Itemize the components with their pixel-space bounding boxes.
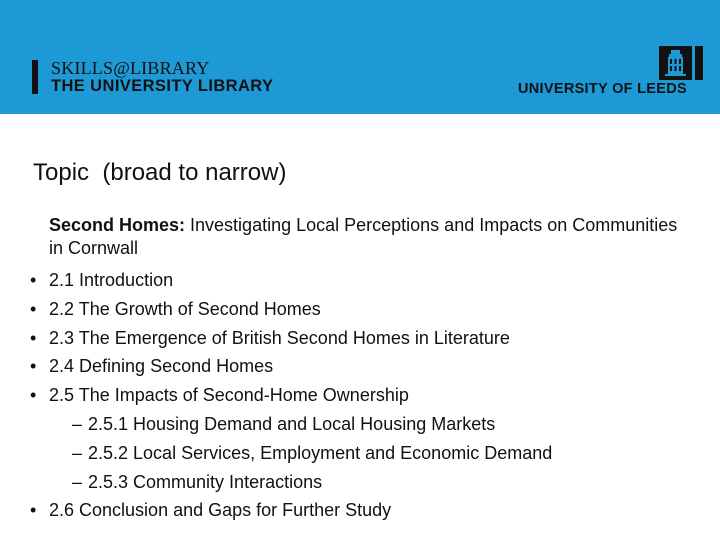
list-item-text: 2.6 Conclusion and Gaps for Further Study [49, 500, 392, 521]
intro-paragraph [30, 214, 690, 260]
university-logo [518, 46, 694, 100]
dash-icon: – [72, 442, 83, 463]
university-crest-icon [659, 46, 709, 80]
sub-list-item [30, 439, 690, 468]
list-item [30, 266, 690, 295]
sub-list-item [30, 410, 690, 439]
bullet-icon: • [30, 500, 37, 521]
list-item [30, 352, 690, 381]
bullet-icon: • [30, 298, 37, 319]
bullet-icon: • [30, 356, 37, 377]
list-item-text: 2.2 The Growth of Second Homes [49, 298, 321, 319]
sub-list-item-text: 2.5.3 Community Interactions [88, 471, 323, 492]
brand-line-2: THE UNIVERSITY LIBRARY [51, 77, 274, 95]
dash-icon: – [72, 471, 83, 492]
bullet-icon: • [30, 385, 37, 406]
intro-bold-text: Second Homes: [49, 215, 186, 235]
header-banner [0, 0, 720, 114]
list-item-text: 2.1 Introduction [49, 270, 174, 290]
sub-list-item-text: 2.5.1 Housing Demand and Local Housing Markets [88, 413, 496, 434]
logo-bar [32, 60, 38, 94]
bullet-icon: • [30, 327, 37, 348]
list-item-text: 2.5 The Impacts of Second-Home Ownership [49, 385, 409, 406]
slide-content [30, 214, 690, 525]
list-item [30, 496, 690, 525]
list-item [30, 295, 690, 324]
list-item [30, 324, 690, 353]
list-item [30, 381, 690, 410]
list-item-text: 2.3 The Emergence of British Second Homes in Literature [49, 327, 510, 348]
slide-title: Topic (broad to narrow) [33, 159, 287, 186]
list-item-text: 2.4 Defining Second Homes [49, 356, 274, 377]
sub-list-item [30, 468, 690, 497]
section-list [30, 266, 690, 525]
sub-list-item-text: 2.5.2 Local Services, Employment and Economic Demand [88, 442, 553, 463]
dash-icon: – [72, 413, 83, 434]
intro-text: Investigating Local Perceptions and Impacts on Communities in Cornwall [49, 215, 678, 258]
brand-line-1: SKILLS@LIBRARY [51, 58, 210, 78]
bullet-icon: • [30, 270, 37, 290]
university-name: UNIVERSITY OF LEEDS [518, 81, 687, 97]
